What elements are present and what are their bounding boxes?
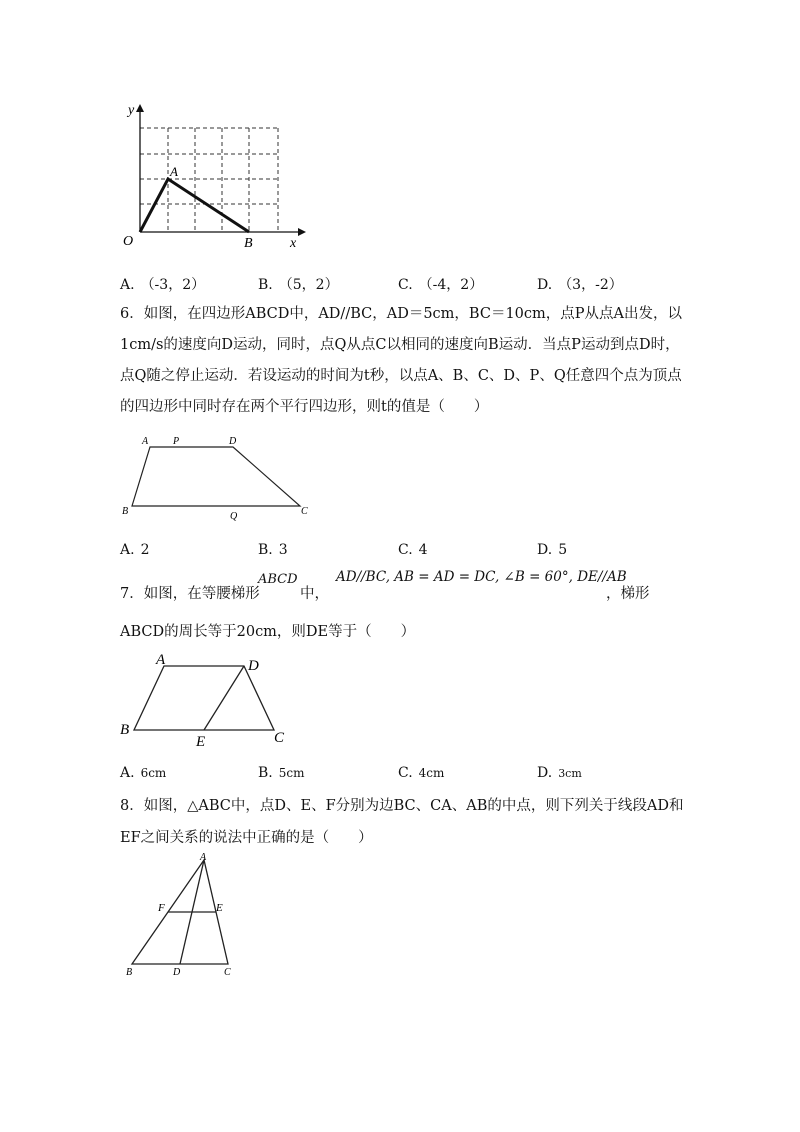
q6-text-line-4: 的四边形中同时存在两个平行四边形，则t的值是（ ）	[120, 399, 489, 415]
q7-option-d[interactable]: D. 3cm	[537, 765, 582, 781]
q6-text-line-1: 6．如图，在四边形ABCD中，AD//BC，AD＝5cm，BC＝10cm，点P从点A出发，以	[120, 306, 682, 322]
q7-option-c[interactable]: C. 4cm	[398, 765, 445, 781]
q6-label-d: D	[229, 436, 237, 447]
q7-label-b: B	[120, 722, 130, 738]
segment-de	[204, 666, 244, 730]
point-a-label: A	[170, 164, 178, 179]
q7-line1-conditions: AD//BC, AB = AD = DC, ∠B = 60°, DE//AB	[336, 569, 627, 585]
x-axis-arrow-icon	[298, 228, 306, 236]
q7-isosceles-trapezoid-figure	[116, 652, 306, 752]
q8-label-d: D	[173, 967, 181, 978]
q6-trapezoid-figure	[118, 432, 318, 522]
q8-text-line-1: 8．如图，△ABC中，点D、E、F分别为边BC、CA、AB的中点，则下列关于线段AD和	[120, 798, 684, 814]
q5-coordinate-figure	[118, 100, 308, 260]
origin-label: O	[123, 234, 134, 249]
q7-line1-abcd: ABCD	[258, 572, 298, 587]
q6-option-d[interactable]: D. 5	[537, 542, 568, 558]
q5-option-a[interactable]: A. （-3，2）	[120, 277, 206, 293]
q7-text-line-2: ABCD的周长等于20cm，则DE等于（ ）	[120, 624, 416, 640]
q6-label-q: Q	[230, 511, 238, 522]
q6-label-c: C	[301, 506, 308, 517]
point-b-label: B	[244, 236, 253, 251]
q8-label-f: F	[158, 902, 165, 914]
q6-option-c[interactable]: C. 4	[398, 542, 428, 558]
q5-option-d[interactable]: D. （3，-2）	[537, 277, 623, 293]
y-axis-arrow-icon	[136, 104, 144, 112]
q6-label-p: P	[173, 436, 180, 447]
q6-label-b: B	[122, 506, 129, 517]
q6-label-a: A	[142, 436, 149, 447]
q7-label-e: E	[196, 734, 206, 750]
q8-triangle-figure	[118, 852, 248, 978]
q6-option-b[interactable]: B. 3	[258, 542, 288, 558]
trapezoid-abcd	[134, 666, 274, 730]
q8-label-e: E	[216, 902, 223, 914]
q7-option-b[interactable]: B. 5cm	[258, 765, 305, 781]
q5-option-b[interactable]: B. （5，2）	[258, 277, 339, 293]
q6-text-line-3: 点Q随之停止运动．若设运动的时间为t秒，以点A、B、C、D、P、Q任意四个点为顶点	[120, 368, 682, 384]
q7-label-d: D	[248, 658, 259, 674]
q7-text-line-1	[120, 569, 680, 612]
q7-line1-mid: 中，	[300, 586, 329, 602]
x-axis-label: x	[290, 236, 297, 251]
q7-line1-prefix: 7．如图，在等腰梯形	[120, 586, 260, 602]
q8-label-b: B	[126, 967, 133, 978]
q8-text-line-2: EF之间关系的说法中正确的是（ ）	[120, 830, 373, 846]
y-axis-label: y	[128, 103, 135, 118]
trapezoid-abcd	[132, 447, 300, 506]
q5-option-c[interactable]: C. （-4，2）	[398, 277, 484, 293]
q8-label-c: C	[224, 967, 231, 978]
q6-text-line-2: 1cm/s的速度向D运动，同时，点Q从点C以相同的速度向B运动．当点P运动到点D时，	[120, 337, 680, 353]
q6-option-a[interactable]: A. 2	[120, 542, 150, 558]
q7-label-c: C	[274, 730, 285, 746]
q7-line1-suffix: ，梯形	[606, 586, 650, 602]
q8-label-a: A	[200, 852, 207, 863]
q7-label-a: A	[156, 652, 166, 668]
grid-lines	[140, 128, 278, 232]
q7-option-a[interactable]: A. 6cm	[120, 765, 167, 781]
